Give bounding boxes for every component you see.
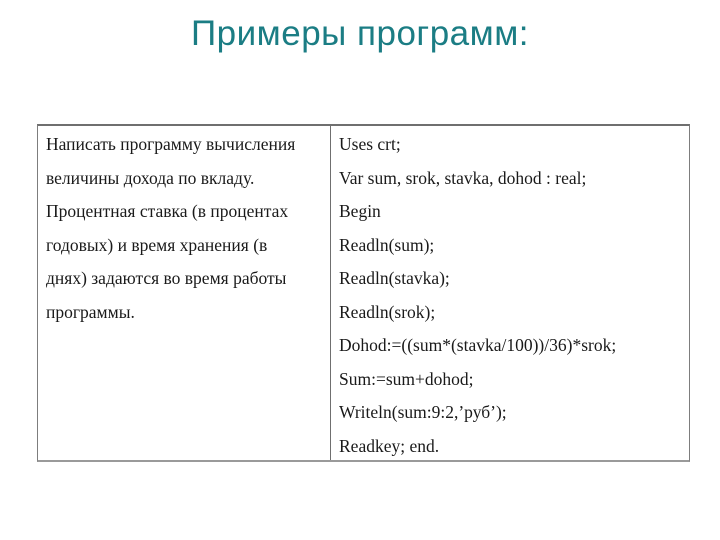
code-line: Dohod:=((sum*(stavka/100))/36)*srok; [339,335,617,355]
code-line: Writeln(sum:9:2,’руб’); [339,402,507,422]
task-description-column [38,126,331,460]
code-line: Readkey; end. [339,435,440,456]
slide-title: Примеры программ: [191,14,529,53]
task-line: Написать программу вычисления [46,134,296,154]
program-code-column [331,126,689,460]
code-line: Sum:=sum+dohod; [339,368,474,389]
task-line: днях) задаются во время работы [46,268,287,288]
task-line: величины дохода по вкладу. [46,167,255,188]
task-line: годовых) и время хранения (в [46,234,268,255]
code-line: Readln(sum); [339,234,435,255]
code-line: Begin [339,201,381,221]
code-line: Readln(srok); [339,301,436,322]
task-line: программы. [46,301,135,322]
task-line: Процентная ставка (в процентах [46,201,289,221]
code-line: Readln(stavka); [339,268,450,288]
example-table [37,124,690,462]
code-line: Uses crt; [339,134,401,154]
code-line: Var sum, srok, stavka, dohod : real; [339,167,587,188]
